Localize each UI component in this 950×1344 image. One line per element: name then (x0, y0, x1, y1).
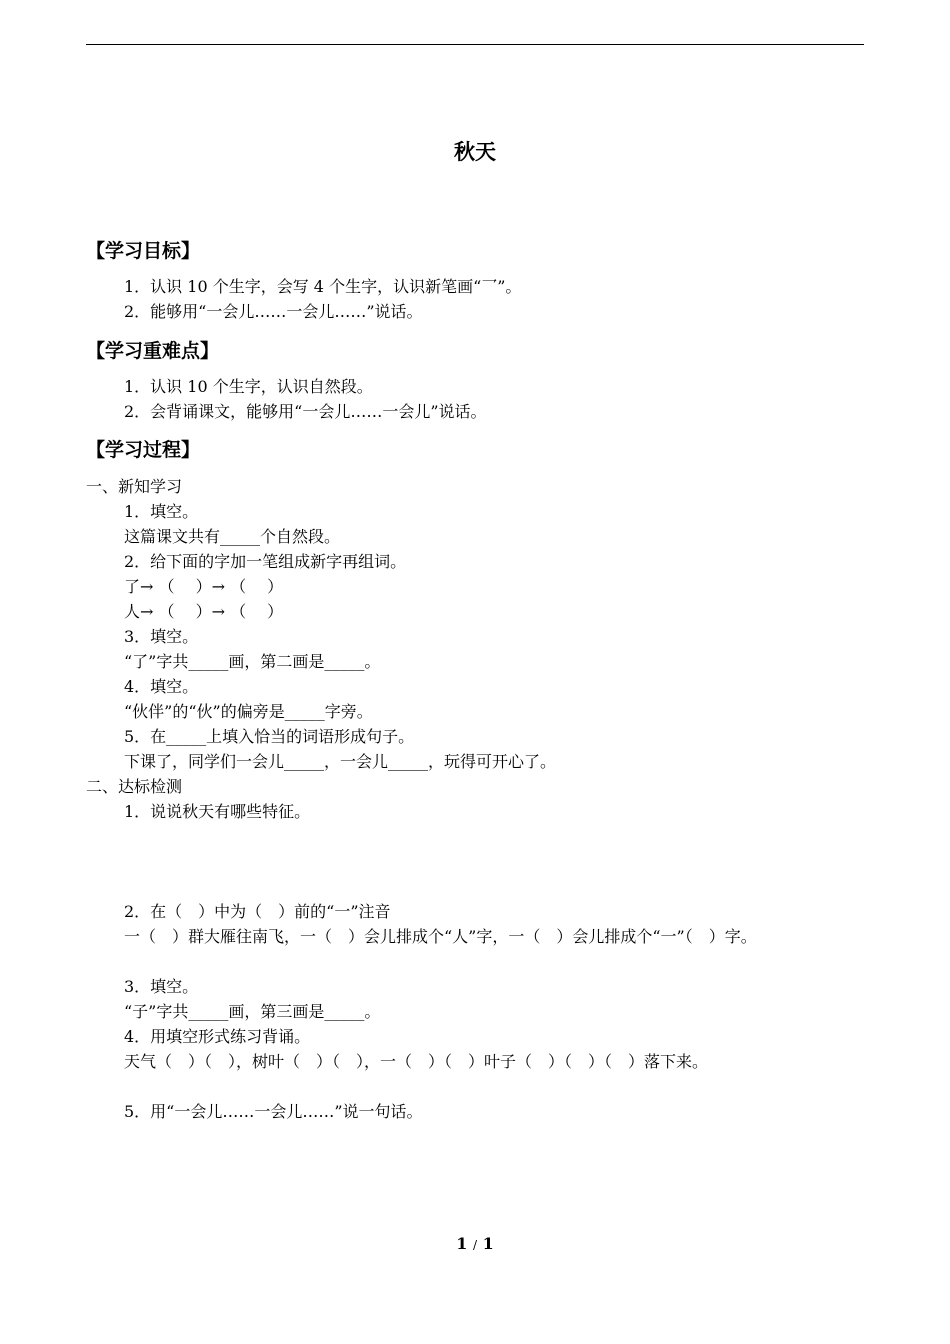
page-current: 1 (456, 1234, 468, 1253)
part1-line: 人→ （ ）→ （ ） (124, 602, 284, 621)
section-process: 【学习过程】 (86, 439, 201, 461)
part2-q3-line: “子”字共_____画，第三画是_____。 (124, 1002, 381, 1021)
part1-line: “了”字共_____画，第二画是_____。 (124, 652, 381, 671)
part1-line: 5．在_____上填入恰当的词语形成句子。 (124, 727, 415, 746)
part2-q2-paragraph: 一（ ）群大雁往南飞，一（ ）会儿排成个“人”字，一（ ）会儿排成个“一”（ ）字。 (124, 927, 757, 946)
part2-q2: 2．在（ ）中为（ ）前的“一”注音 (124, 902, 391, 921)
part1-line: 3．填空。 (124, 627, 199, 646)
part1-line: 这篇课文共有_____个自然段。 (124, 527, 341, 546)
page-separator: / (472, 1238, 478, 1252)
part1-line: 2．给下面的字加一笔组成新字再组词。 (124, 552, 407, 571)
header-rule (86, 44, 864, 45)
part1-line: 4．填空。 (124, 677, 199, 696)
page-total: 1 (482, 1234, 494, 1253)
part1-line: 下课了，同学们一会儿_____，一会儿_____，玩得可开心了。 (124, 752, 557, 771)
part2-heading: 二、达标检测 (86, 777, 183, 796)
part1-heading: 一、新知学习 (86, 477, 183, 496)
section-goals: 【学习目标】 (86, 240, 201, 262)
part1-line: “伙伴”的“伙”的偏旁是_____字旁。 (124, 702, 373, 721)
part2-q5: 5．用“一会儿……一会儿……”说一句话。 (124, 1102, 423, 1121)
part1-line: 了→ （ ）→ （ ） (124, 577, 284, 596)
part2-q4-paragraph: 天气（ ）（ ），树叶（ ）（ ），一（ ）（ ）叶子（ ）（ ）（ ）落下来。 (124, 1052, 709, 1071)
part1-line: 1．填空。 (124, 502, 199, 521)
page-title: 秋天 (454, 140, 496, 164)
page-number (0, 1233, 950, 1256)
section-key-points: 【学习重难点】 (86, 340, 220, 362)
key-point-item-1: 1．认识 10 个生字，认识自然段。 (124, 377, 373, 396)
goal-item-1: 1．认识 10 个生字，会写 4 个生字，认识新笔画“乛”。 (124, 277, 522, 296)
key-point-item-2: 2．会背诵课文，能够用“一会儿……一会儿”说话。 (124, 402, 487, 421)
part2-q3: 3．填空。 (124, 977, 199, 996)
goal-item-2: 2．能够用“一会儿……一会儿……”说话。 (124, 302, 423, 321)
part2-q1: 1．说说秋天有哪些特征。 (124, 802, 311, 821)
part2-q4: 4．用填空形式练习背诵。 (124, 1027, 311, 1046)
